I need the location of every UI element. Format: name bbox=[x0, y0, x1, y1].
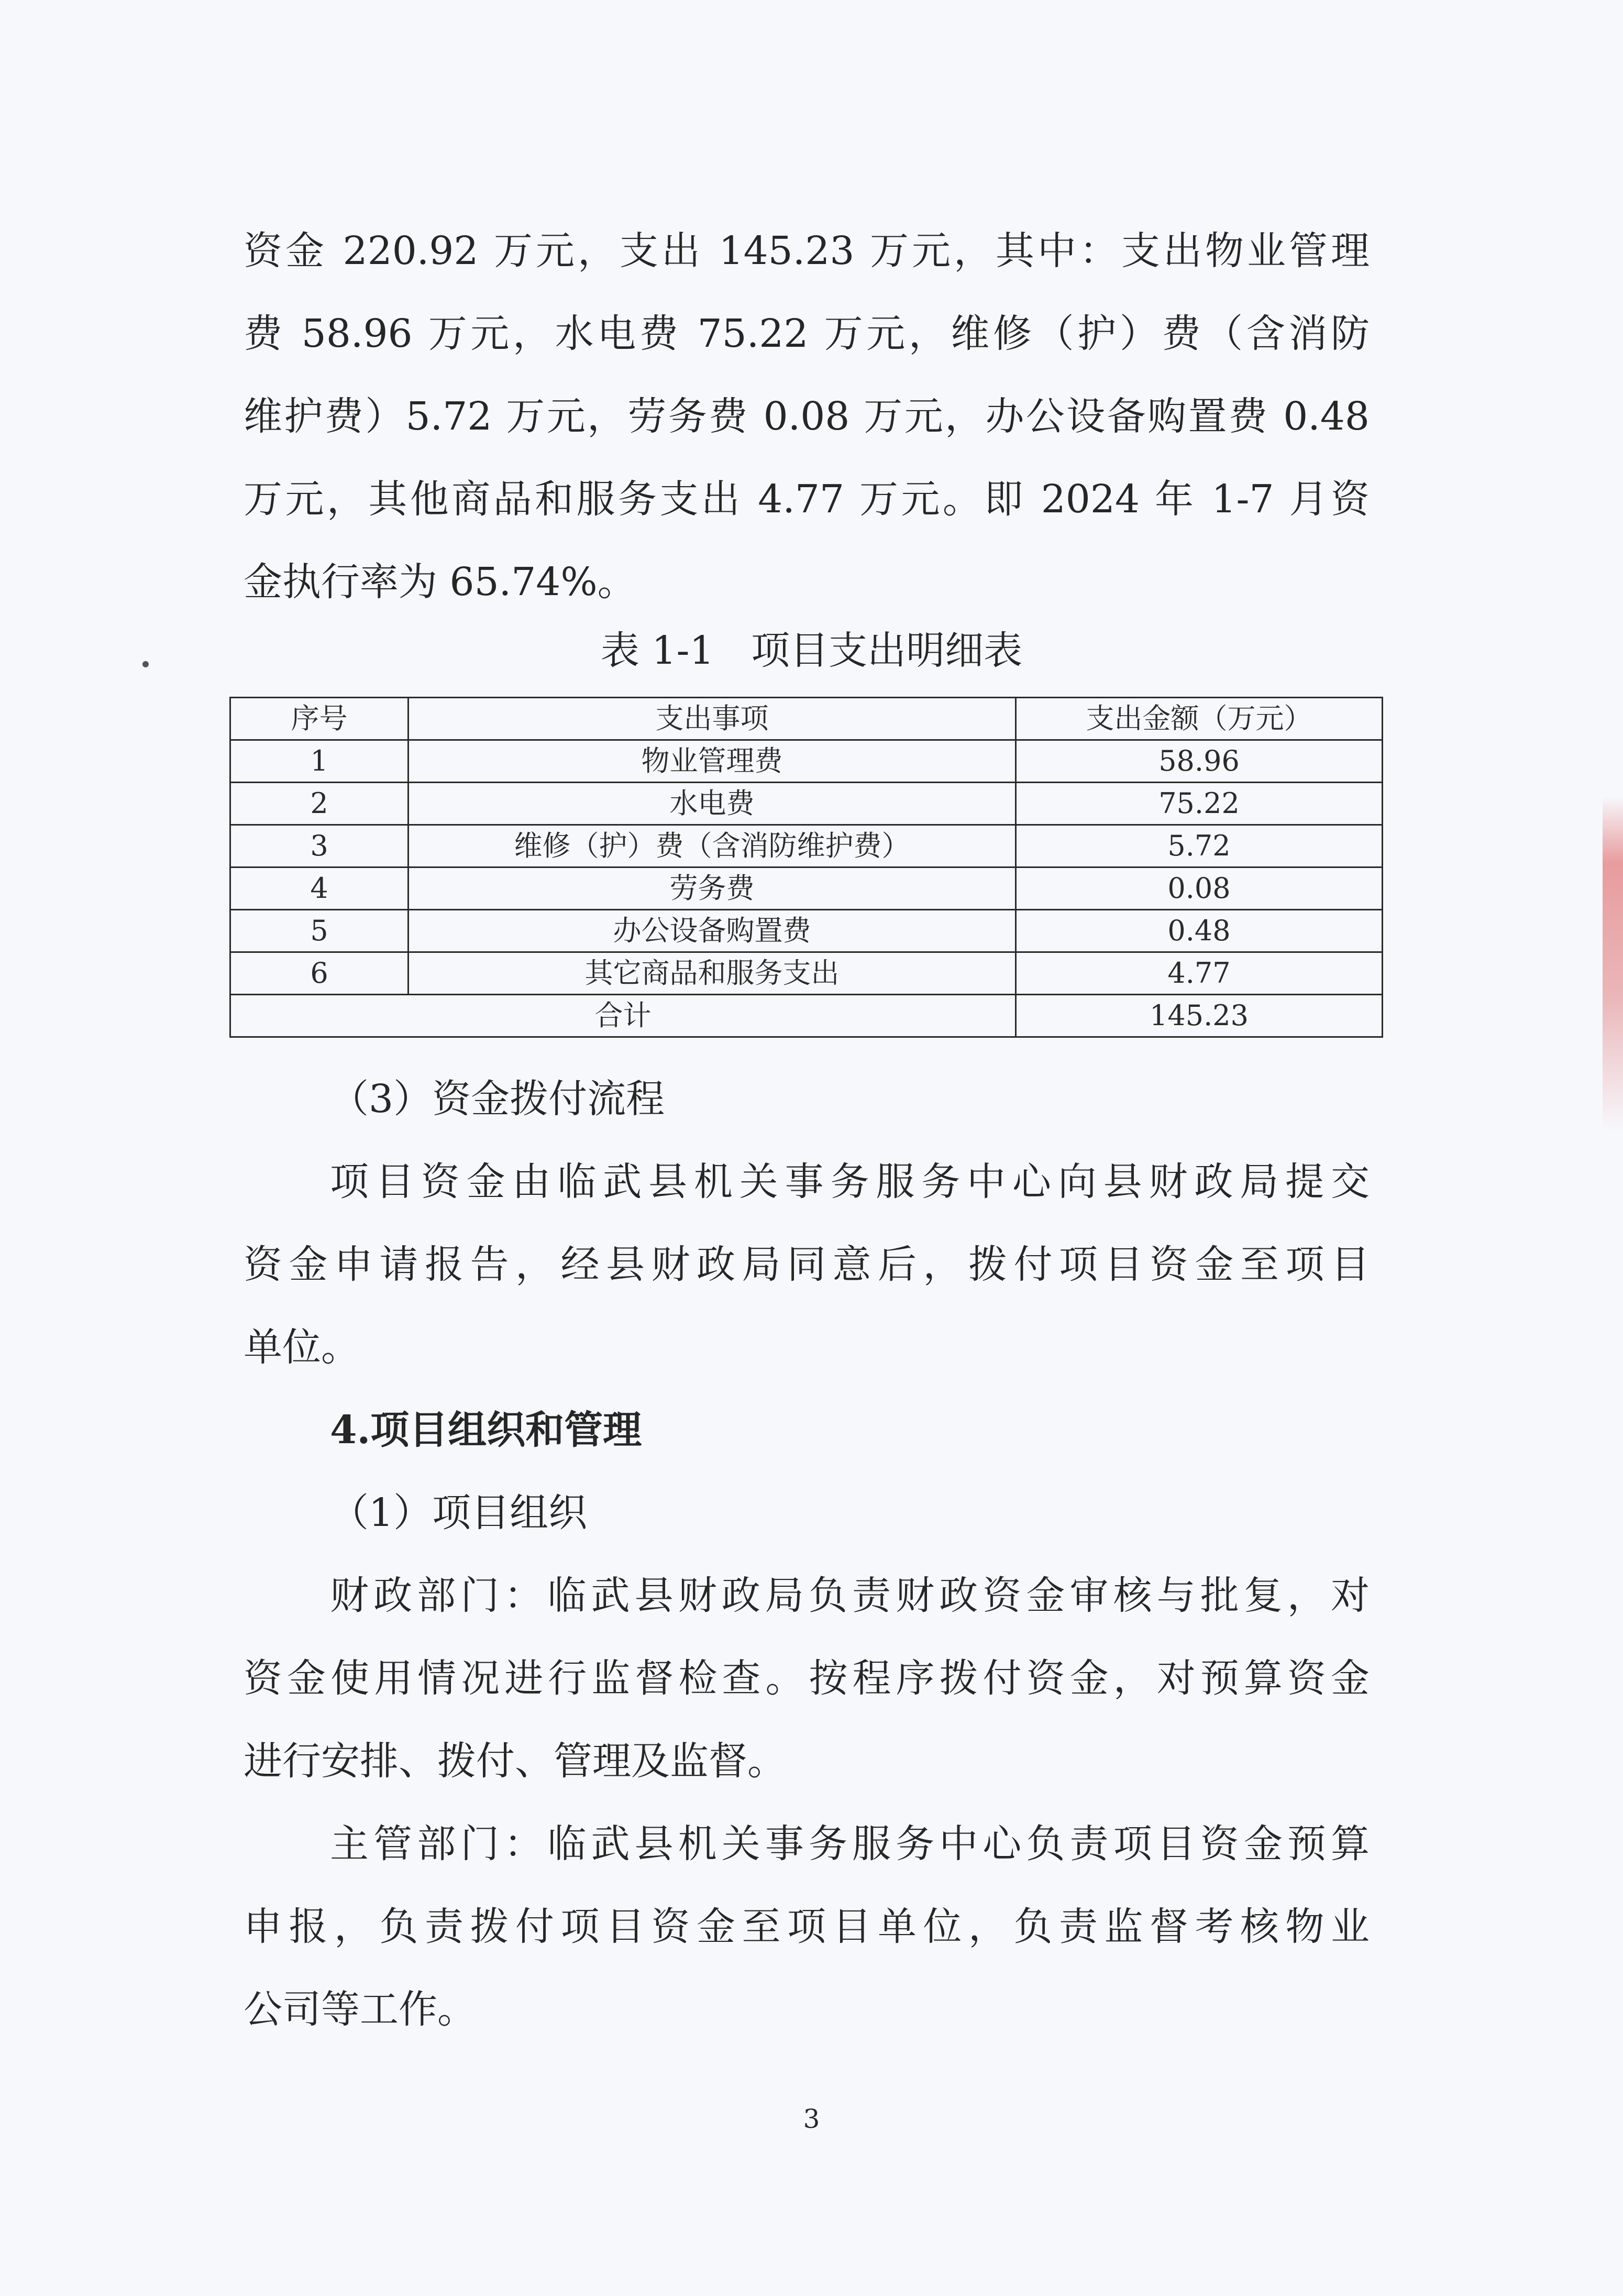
paragraph-line: 费 58.96 万元，水电费 75.22 万元，维修（护）费（含消防 bbox=[244, 311, 1370, 356]
table-header-row bbox=[230, 698, 1383, 740]
cell-no: 5 bbox=[230, 910, 408, 952]
header-no: 序号 bbox=[230, 698, 408, 740]
table-row bbox=[230, 740, 1383, 783]
cell-item: 维修（护）费（含消防维护费） bbox=[408, 825, 1016, 867]
expense-table bbox=[229, 697, 1383, 1038]
page-number: 3 bbox=[803, 2104, 820, 2134]
total-amount: 145.23 bbox=[1016, 995, 1383, 1037]
cell-amount: 0.08 bbox=[1016, 867, 1383, 910]
subsection-title: （1）项目组织 bbox=[330, 1490, 588, 1535]
table-total-row bbox=[230, 995, 1383, 1037]
paragraph-line: 资金使用情况进行监督检查。按程序拨付资金，对预算资金 bbox=[244, 1656, 1370, 1701]
cell-item: 物业管理费 bbox=[408, 740, 1016, 783]
paragraph-line: 资金 220.92 万元，支出 145.23 万元，其中：支出物业管理 bbox=[244, 228, 1370, 273]
table-row bbox=[230, 952, 1383, 995]
paragraph-line: 单位。 bbox=[244, 1325, 360, 1370]
cell-no: 6 bbox=[230, 952, 408, 995]
table-row bbox=[230, 825, 1383, 867]
header-item: 支出事项 bbox=[408, 698, 1016, 740]
cell-no: 2 bbox=[230, 783, 408, 825]
paragraph-line: 项目资金由临武县机关事务服务中心向县财政局提交 bbox=[330, 1159, 1370, 1204]
header-amount: 支出金额（万元） bbox=[1016, 698, 1383, 740]
cell-amount: 0.48 bbox=[1016, 910, 1383, 952]
paragraph-line: 财政部门：临武县财政局负责财政资金审核与批复，对 bbox=[330, 1573, 1370, 1618]
cell-item: 水电费 bbox=[408, 783, 1016, 825]
cell-amount: 5.72 bbox=[1016, 825, 1383, 867]
cell-amount: 58.96 bbox=[1016, 740, 1383, 783]
paragraph-line: 金执行率为 65.74%。 bbox=[244, 559, 636, 605]
section-heading-org: 4.项目组织和管理 bbox=[330, 1408, 642, 1453]
cell-amount: 75.22 bbox=[1016, 783, 1383, 825]
seal-edge-mark bbox=[1603, 796, 1623, 1131]
table-row bbox=[230, 783, 1383, 825]
paragraph-line: 主管部门：临武县机关事务服务中心负责项目资金预算 bbox=[330, 1821, 1370, 1866]
cell-item: 办公设备购置费 bbox=[408, 910, 1016, 952]
section-title-flow: （3）资金拨付流程 bbox=[330, 1076, 665, 1122]
table-row bbox=[230, 867, 1383, 910]
paragraph-line: 进行安排、拨付、管理及监督。 bbox=[244, 1739, 786, 1784]
table-caption: 表 1-1 项目支出明细表 bbox=[600, 628, 1023, 673]
cell-amount: 4.77 bbox=[1016, 952, 1383, 995]
cell-no: 1 bbox=[230, 740, 408, 783]
cell-item: 其它商品和服务支出 bbox=[408, 952, 1016, 995]
cell-no: 3 bbox=[230, 825, 408, 867]
cell-item: 劳务费 bbox=[408, 867, 1016, 910]
paragraph-line: 维护费）5.72 万元，劳务费 0.08 万元，办公设备购置费 0.48 bbox=[244, 394, 1370, 439]
paragraph-line: 资金申请报告，经县财政局同意后，拨付项目资金至项目 bbox=[244, 1242, 1370, 1287]
paragraph-line: 申报，负责拨付项目资金至项目单位，负责监督考核物业 bbox=[244, 1904, 1370, 1949]
table-row bbox=[230, 910, 1383, 952]
paragraph-line: 公司等工作。 bbox=[244, 1987, 476, 2032]
paragraph-line: 万元，其他商品和服务支出 4.77 万元。即 2024 年 1-7 月资 bbox=[244, 477, 1370, 522]
total-label: 合计 bbox=[230, 995, 1016, 1037]
cell-no: 4 bbox=[230, 867, 408, 910]
